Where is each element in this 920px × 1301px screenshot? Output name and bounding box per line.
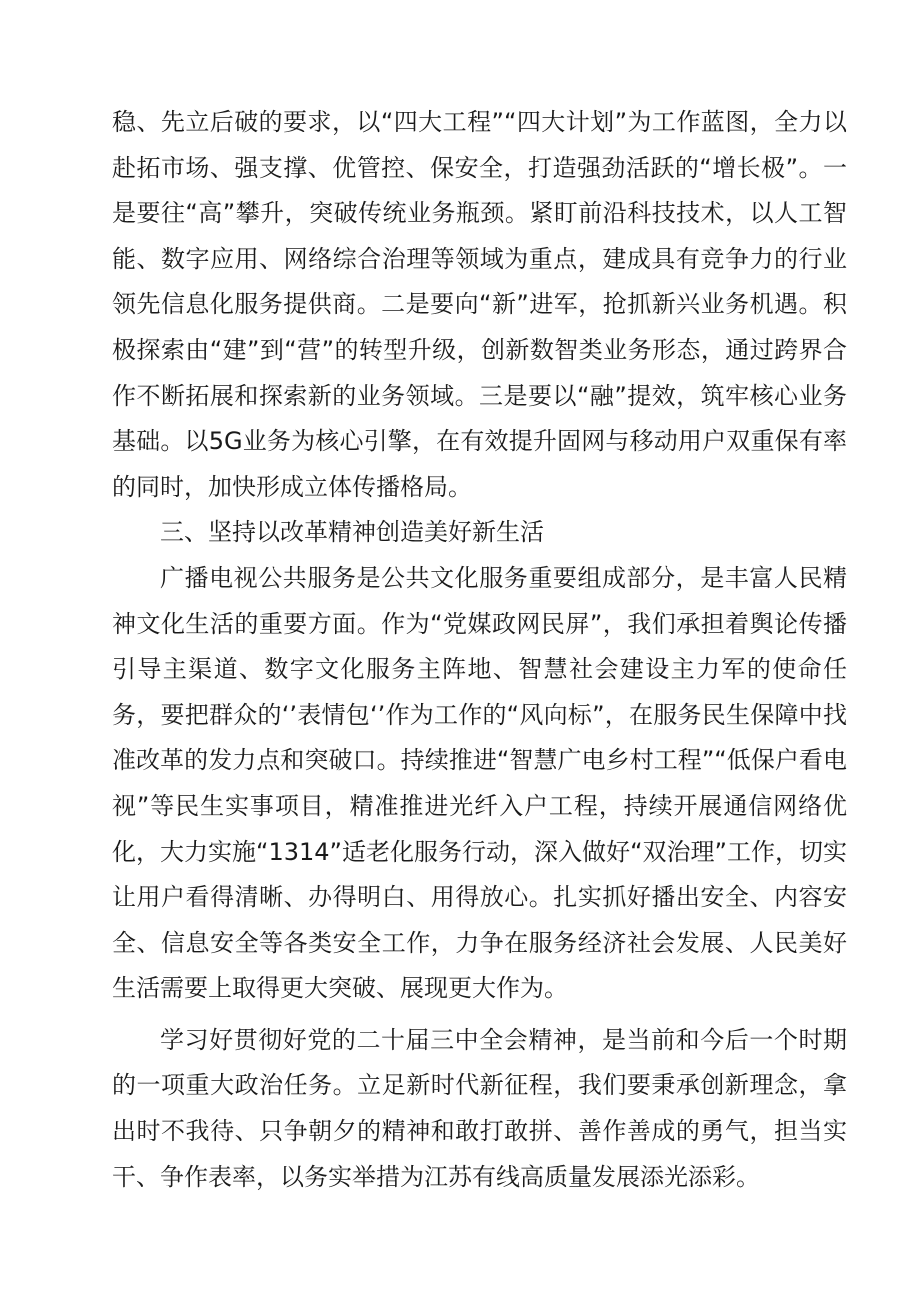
section-heading-3: 三、坚持以改革精神创造美好新生活 <box>160 518 544 547</box>
body-paragraph-2: 广播电视公共服务是公共文化服务重要组成部分，是丰富人民精神文化生活的重要方面。作为“党媒政网民屏”，我们承担着舆论传播引导主渠道、数字文化服务主阵地、智慧社会建设主力军的使命任务，要把群众的‘’表情包‘’作为工作的“风向标”，在服务民生保障中找准改革的发力点和突破口。持续推进“智慧广电乡村工程”“低保户看电视”等民生实事项目，精准推进光纤入户工程，持续开展通信网络优化，大力实施“1314”适老化服务行动，深入做好“双治理”工作，切实让用户看得清晰、办得明白、用得放心。扎实抓好播出安全、内容安全、信息安全等各类安全工作，力争在服务经济社会发展、人民美好生活需要上取得更大突破、展现更大作为。 <box>112 563 847 1003</box>
body-paragraph-3: 学习好贯彻好党的二十届三中全会精神，是当前和今后一个时期的一项重大政治任务。立足新时代新征程，我们要秉承创新理念，拿出时不我待、只争朝夕的精神和敢打敢拼、善作善成的勇气，担当实干、争作表率，以务实举措为江苏有线高质量发展添光添彩。 <box>112 1025 847 1191</box>
document-body <box>112 100 847 1200</box>
body-paragraph-1: 稳、先立后破的要求，以“四大工程”“四大计划”为工作蓝图，全力以赴拓市场、强支撑、优管控、保安全，打造强劲活跃的“增长极”。一是要往“高”攀升，突破传统业务瓶颈。紧盯前沿科技技术，以人工智能、数字应用、网络综合治理等领域为重点，建成具有竞争力的行业领先信息化服务提供商。二是要向“新”进军，抢抓新兴业务机遇。积极探索由“建”到“营”的转型升级，创新数智类业务形态，通过跨界合作不断拓展和探索新的业务领域。三是要以“融”提效，筑牢核心业务基础。以5G业务为核心引擎，在有效提升固网与移动用户双重保有率的同时，加快形成立体传播格局。 <box>112 108 847 501</box>
